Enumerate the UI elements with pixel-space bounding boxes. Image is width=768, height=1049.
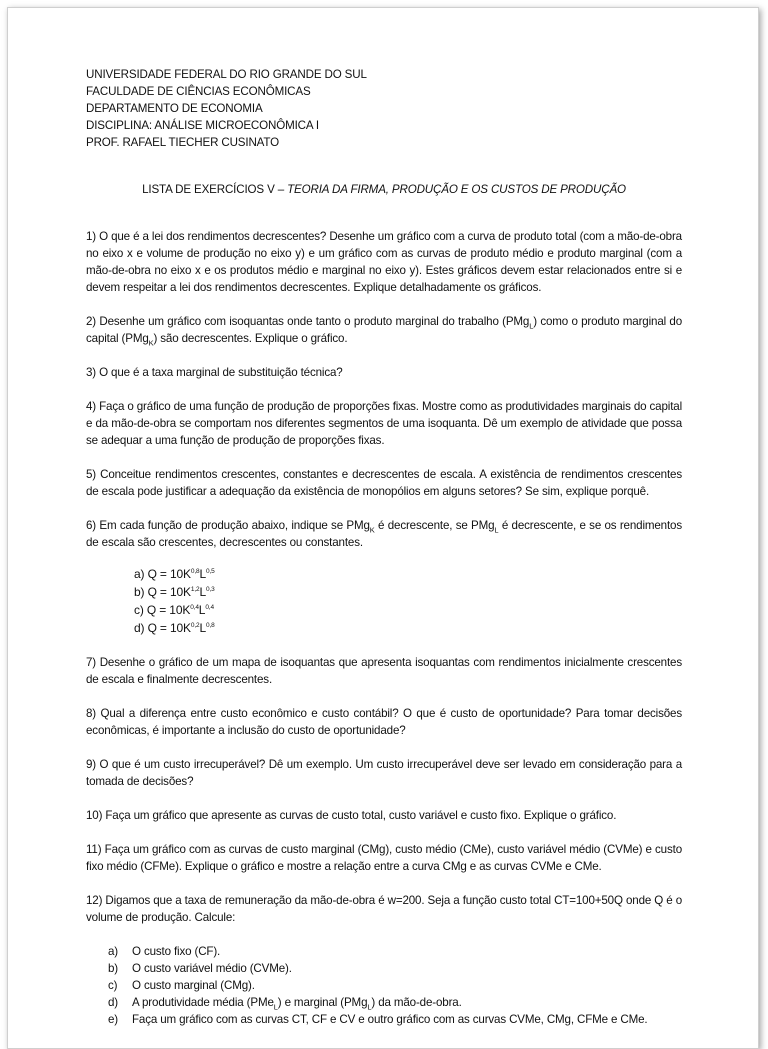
l-exponent: 0,5 [206,568,215,575]
item-label: e) [108,1013,119,1026]
question-5: 5) Conceitue rendimentos crescentes, constantes e decrescentes de escala. A existência de rendimentos crescentes de escala pode justificar a adequação da existência de monopólios em alguns setores? Se sim, explique porquê. [86,468,682,498]
l-exponent: 0,3 [206,586,215,593]
item-text: O custo fixo (CF). [132,945,221,958]
item-d-text-a: A produtividade média (PMe [132,996,274,1009]
q2-text-b: ) como o produto marginal do capital (PMg [86,315,683,345]
l-exponent: 0,4 [205,604,214,611]
question-4: 4) Faça o gráfico de uma função de produção de proporções fixas. Mostre como as produtividades marginais do capital e da mão-de-obra se comportam nos diferentes segmentos de uma isoquanta. Dê um exemplo de atividade que possa se adequar a uma função de produção de proporções fixas. [86,400,682,447]
item-label: b) [108,962,119,975]
q2-subscript-k: K [148,338,154,348]
k-exponent: 0,2 [190,622,200,629]
item-text: O custo variável médio (CVMe). [132,962,292,975]
question-6 [86,517,682,551]
document-content [86,66,682,1028]
list-item [108,977,682,994]
k-exponent: 0,8 [190,568,200,575]
function-base: Q = 10K [146,603,191,617]
question-9: 9) O que é um custo irrecuperável? Dê um exemplo. Um custo irrecuperável deve ser levado em consideração para a tomada de decisões? [86,758,682,788]
item-label: c) [108,979,118,992]
item-label: d) [108,996,119,1009]
discipline-name: DISCIPLINA: ANÁLISE MICROECONÔMICA I [86,119,319,132]
question-11: 11) Faça um gráfico com as curvas de custo marginal (CMg), custo médio (CMe), custo variável médio (CVMe) e custo fixo médio (CFMe). Explique o gráfico e mostre a relação entre a curva CMg e as curvas CVMe e CMe. [86,843,682,873]
question-10: 10) Faça um gráfico que apresente as curvas de custo total, custo variável e custo fixo. Explique o gráfico. [86,809,617,822]
title-prefix: LISTA DE EXERCÍCIOS V – [142,183,285,196]
title-subject: TEORIA DA FIRMA, PRODUÇÃO E OS CUSTOS DE PRODUÇÃO [287,183,626,196]
department-name: DEPARTAMENTO DE ECONOMIA [86,102,263,115]
q2-subscript-l: L [529,321,534,331]
l-exponent: 0,8 [206,622,215,629]
list-item [108,994,682,1011]
question-12: 12) Digamos que a taxa de remuneração da mão-de-obra é w=200. Seja a função custo total CT=100+50Q onde Q é o volume de produção. Calcule: [86,894,682,924]
item-label: a) [108,945,119,958]
k-exponent: 0,4 [190,604,199,611]
item-text: Faça um gráfico com as curvas CT, CF e CV e outro gráfico com as curvas CVMe, CMg, CFMe e CMe. [132,1013,648,1026]
professor-name: PROF. RAFAEL TIECHER CUSINATO [86,136,279,149]
item-label: a) [134,567,145,581]
k-exponent: 1,2 [190,586,200,593]
item-label: d) [134,621,145,635]
function-base: Q = 10K [147,567,191,581]
l-symbol: L [199,585,206,599]
l-symbol: L [199,567,206,581]
function-base: Q = 10K [147,621,191,635]
l-symbol: L [198,603,206,617]
item-d-text-c: ) da mão-de-obra. [371,996,462,1009]
q6-text-a: 6) Em cada função de produção abaixo, indique se PMg [86,519,370,532]
item-d-subscript-2: L [367,1002,372,1012]
q6-subscript-k: K [369,525,375,535]
question-2 [86,313,682,347]
list-item [108,960,682,977]
list-item [108,1011,682,1028]
l-symbol: L [199,621,206,635]
faculty-name: FACULDADE DE CIÊNCIAS ECONÔMICAS [86,85,311,98]
question-8: 8) Qual a diferença entre custo econômico e custo contábil? O que é custo de oportunidade? Para tomar decisões econômicas, é importante a inclusão do custo de oportunidade? [86,707,682,737]
document-header [86,66,682,151]
item-label: b) [134,585,145,599]
item-d-text-b: ) e marginal (PMg [277,996,368,1009]
calculation-list [108,943,682,1028]
list-item [134,583,682,601]
university-name: UNIVERSIDADE FEDERAL DO RIO GRANDE DO SUL [86,68,367,81]
question-1: 1) O que é a lei dos rendimentos decrescentes? Desenhe um gráfico com a curva de produto total (com a mão-de-obra no eixo x e volume de produção no eixo y) e um gráfico com as curvas de produto médio e produto marginal (com a mão-de-obra no eixo x e os produtos médio e marginal no eixo y). Estes gráficos devem estar relacionados entre si e devem respeitar a lei dos rendimentos decrescentes. Explique detalhadamente os gráficos. [86,230,682,294]
item-text: O custo marginal (CMg). [132,979,255,992]
production-functions-list [134,565,682,637]
item-d-subscript-1: L [273,1002,278,1012]
q6-subscript-l: L [494,525,499,535]
list-item [108,943,682,960]
question-3: 3) O que é a taxa marginal de substituição técnica? [86,366,343,379]
function-base: Q = 10K [147,585,191,599]
document-title [86,181,682,198]
question-7: 7) Desenhe o gráfico de um mapa de isoquantas que apresenta isoquantas com rendimentos inicialmente crescentes de escala e finalmente decrescentes. [86,656,682,686]
list-item [134,565,682,583]
q2-text-a: 2) Desenhe um gráfico com isoquantas onde tanto o produto marginal do trabalho (PMg [86,315,530,328]
list-item [134,601,682,619]
q6-text-b: é decrescente, se PMg [374,519,495,532]
item-label: c) [134,603,144,617]
item-text [132,994,462,1011]
q6-text-c: é decrescente, e se os rendimentos de escala são crescentes, decrescentes ou constantes. [86,519,682,549]
list-item [134,619,682,637]
q2-text-c: ) são decrescentes. Explique o gráfico. [153,332,348,345]
